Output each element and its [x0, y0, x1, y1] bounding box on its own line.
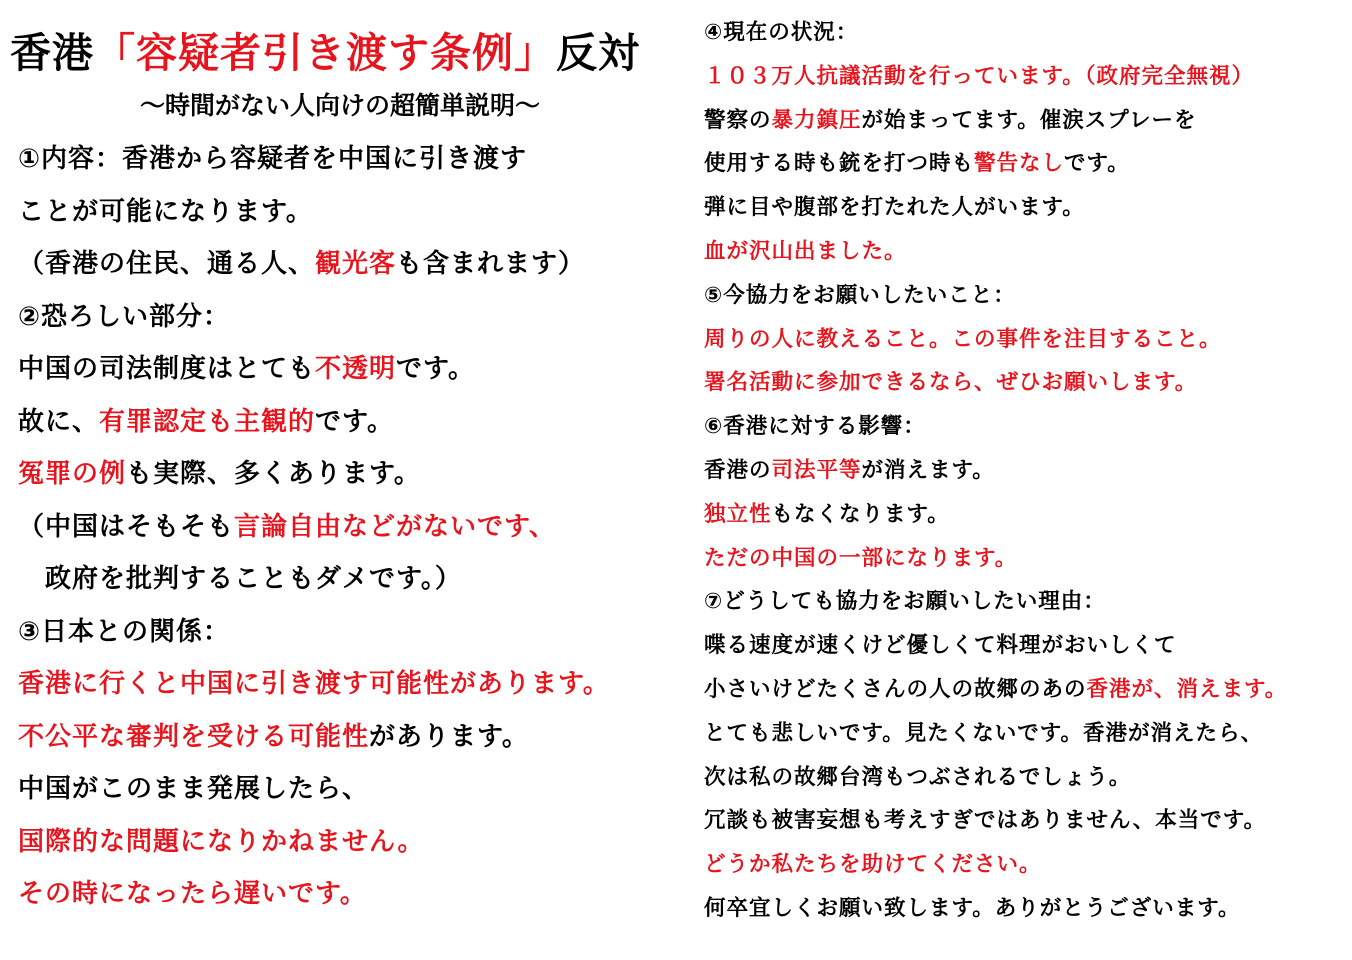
highlight-text: 香港が、消えます。	[1086, 676, 1288, 702]
text-line	[704, 629, 1287, 673]
text-line	[704, 147, 1287, 191]
highlight-text: 不公平な審判を受ける可能性	[18, 721, 370, 752]
highlight-text: 言論自由などがないです、	[234, 511, 556, 542]
body-text: 次は私の故郷台湾もつぶされるでしょう。	[704, 764, 1132, 790]
body-text: もなくなります。	[771, 501, 950, 527]
highlight-text: 有罪認定も主観的	[99, 406, 316, 437]
title-prefix: 香港	[10, 29, 94, 77]
body-text: 小さいけどたくさんの人の故郷のあの	[704, 676, 1087, 702]
body-text: 香港の	[704, 457, 772, 483]
left-text-block	[18, 138, 610, 926]
body-text: 政府を批判することもダメです。）	[18, 564, 462, 594]
body-text: ⑦どうしても協力をお願いしたい理由：	[704, 589, 1106, 615]
highlight-text: 観光客	[315, 249, 397, 279]
text-line	[704, 761, 1287, 805]
body-text: 中国がこのまま発展したら、	[18, 774, 370, 804]
text-line	[18, 401, 610, 454]
text-line	[18, 243, 610, 296]
body-text: （香港の住民、通る人、	[18, 249, 316, 279]
text-line	[704, 892, 1287, 936]
body-text: 使用する時も銃を打つ時も	[704, 151, 975, 177]
body-text: が始まってます。催涙スプレーを	[861, 107, 1197, 133]
text-line	[704, 410, 1287, 454]
title-suffix: 反対	[556, 29, 640, 77]
text-line	[704, 323, 1287, 367]
body-text: 弾に目や腹部を打たれた人がいます。	[704, 195, 1085, 221]
highlight-text: 暴力鎮圧	[771, 107, 862, 133]
text-line	[704, 498, 1287, 542]
right-text-block	[704, 16, 1287, 936]
highlight-text: 国際的な問題になりかねません。	[18, 826, 425, 857]
text-line	[704, 717, 1287, 761]
body-text: 故に、	[18, 406, 100, 437]
text-line	[18, 138, 610, 191]
text-line	[704, 804, 1287, 848]
text-line	[18, 663, 610, 716]
text-line	[704, 191, 1287, 235]
text-line	[18, 821, 610, 874]
body-text: があります。	[369, 721, 529, 752]
text-line	[704, 454, 1287, 498]
text-line	[18, 506, 610, 559]
body-text: ⑤今協力をお願いしたいこと：	[704, 282, 1016, 308]
text-line	[18, 611, 610, 664]
body-text: も実際、多くあります。	[126, 459, 421, 489]
highlight-text: 独立性	[704, 501, 772, 527]
page-subtitle: 〜時間がない人向けの超簡単説明〜	[139, 91, 540, 120]
text-line	[704, 673, 1287, 717]
text-line	[18, 348, 610, 401]
text-line	[704, 848, 1287, 892]
highlight-text: ただの中国の一部になります。	[704, 545, 1018, 571]
text-line	[704, 235, 1287, 279]
body-text: ③日本との関係：	[18, 616, 231, 647]
body-text: 中国の司法制度はとても	[18, 354, 316, 384]
body-text: ④現在の状況：	[704, 20, 859, 45]
text-line	[704, 585, 1287, 629]
text-line	[18, 453, 610, 506]
text-line	[18, 716, 610, 769]
body-text: ことが可能になります。	[18, 196, 313, 227]
body-text: が消えます。	[861, 457, 995, 483]
body-text: です。	[315, 406, 394, 437]
text-line	[704, 104, 1287, 148]
text-line	[18, 191, 610, 244]
body-text: ①内容：香港から容疑者を中国に引き渡す	[18, 144, 528, 174]
body-text: も含まれます）	[396, 249, 586, 279]
text-line	[18, 873, 610, 926]
text-line	[704, 16, 1287, 60]
text-line	[704, 366, 1287, 410]
text-line	[704, 279, 1287, 323]
text-line	[18, 296, 610, 349]
body-text: 喋る速度が速くけど優しくて料理がおいしくて	[704, 633, 1177, 659]
highlight-text: 香港に行くと中国に引き渡す可能性があります。	[18, 669, 610, 699]
highlight-text: 冤罪の例	[18, 459, 127, 489]
body-text: （中国はそもそも	[18, 511, 235, 542]
text-line	[704, 60, 1287, 104]
title-highlight: 「容疑者引き渡す条例」	[94, 29, 556, 77]
highlight-text: 血が沢山出ました。	[704, 238, 907, 264]
highlight-text: どうか私たちを助けてください。	[704, 852, 1042, 878]
body-text: ②恐ろしい部分：	[18, 301, 231, 332]
highlight-text: 周りの人に教えること。この事件を注目すること。	[704, 326, 1222, 352]
body-text: 警察の	[704, 107, 772, 133]
text-line	[18, 558, 610, 611]
highlight-text: 司法平等	[771, 457, 862, 483]
highlight-text: 警告なし	[974, 151, 1065, 177]
body-text: 何卒宜しくお願い致します。ありがとうございます。	[704, 895, 1241, 921]
highlight-text: 不透明	[315, 354, 397, 384]
text-line	[704, 542, 1287, 586]
body-text: 冗談も被害妄想も考えすぎではありません、本当です。	[704, 808, 1267, 834]
body-text: ⑥香港に対する影響：	[704, 414, 926, 440]
page-title	[10, 20, 680, 79]
body-text: です。	[396, 354, 475, 384]
text-line	[18, 768, 610, 821]
highlight-text: その時になったら遅いです。	[18, 879, 367, 909]
body-text: とても悲しいです。見たくないです。香港が消えたら、	[704, 720, 1264, 746]
body-text: です。	[1064, 151, 1130, 177]
highlight-text: 署名活動に参加できるなら、ぜひお願いします。	[704, 370, 1198, 396]
highlight-text: １０３万人抗議活動を行っています。（政府完全無視）	[704, 63, 1255, 89]
